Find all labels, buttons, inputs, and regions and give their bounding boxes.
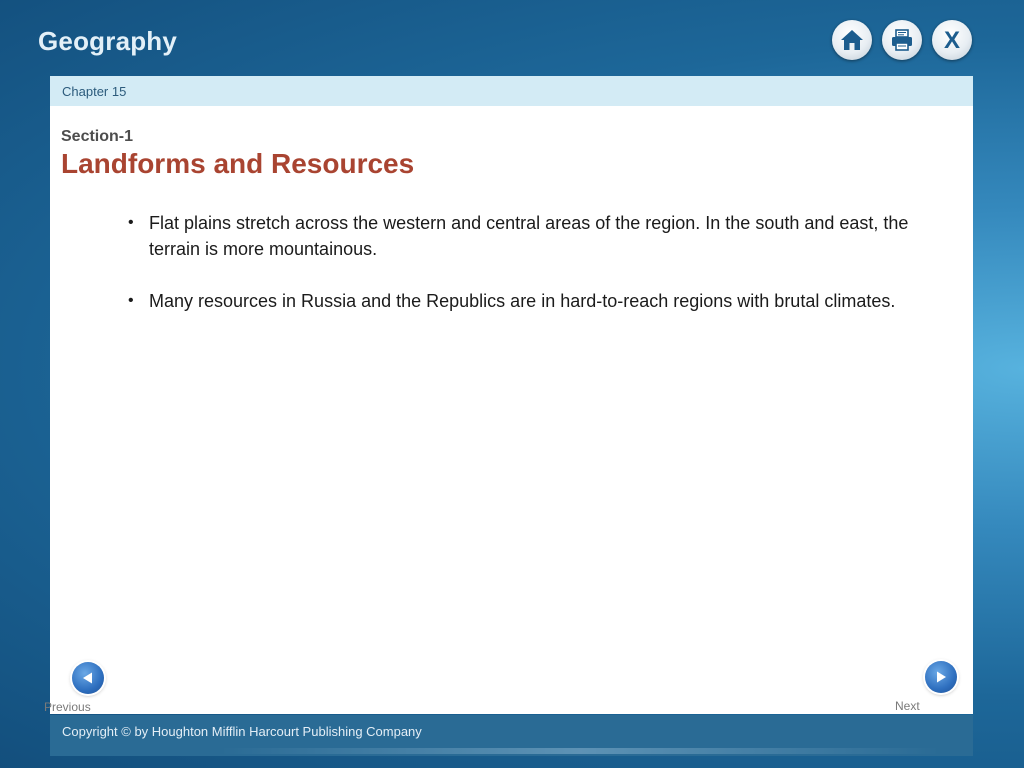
home-button[interactable] xyxy=(832,20,872,60)
close-button[interactable] xyxy=(932,20,972,60)
arrow-left-icon xyxy=(80,670,96,686)
copyright-text: Copyright © by Houghton Mifflin Harcourt Publishing Company xyxy=(62,724,422,739)
next-button[interactable] xyxy=(925,661,957,693)
bullet-icon: • xyxy=(128,292,134,309)
close-glyph: X xyxy=(943,27,961,53)
arrow-right-icon xyxy=(933,669,949,685)
home-icon xyxy=(839,27,865,53)
bullet-icon: • xyxy=(128,214,134,231)
bullet-text: Many resources in Russia and the Republics are in hard-to-reach regions with brutal climates. xyxy=(149,291,896,311)
bullet-item xyxy=(128,210,958,262)
top-toolbar xyxy=(832,20,972,60)
app-title: Geography xyxy=(38,26,178,56)
chapter-bar xyxy=(50,76,973,106)
section-label: Section-1 xyxy=(61,128,134,145)
previous-label: Previous xyxy=(44,700,91,714)
printer-icon xyxy=(889,27,915,53)
bullet-item xyxy=(128,288,958,314)
footer-highlight xyxy=(220,748,940,754)
print-button[interactable] xyxy=(882,20,922,60)
close-icon xyxy=(939,27,965,53)
chapter-label: Chapter 15 xyxy=(62,83,127,99)
content-panel xyxy=(50,76,973,714)
bullet-text: Flat plains stretch across the western and central areas of the region. In the south and east, the terrain is more mountainous. xyxy=(149,213,909,259)
previous-button[interactable] xyxy=(72,662,104,694)
next-label: Next xyxy=(895,699,920,713)
section-title: Landforms and Resources xyxy=(61,148,415,179)
bullet-list xyxy=(128,210,958,340)
